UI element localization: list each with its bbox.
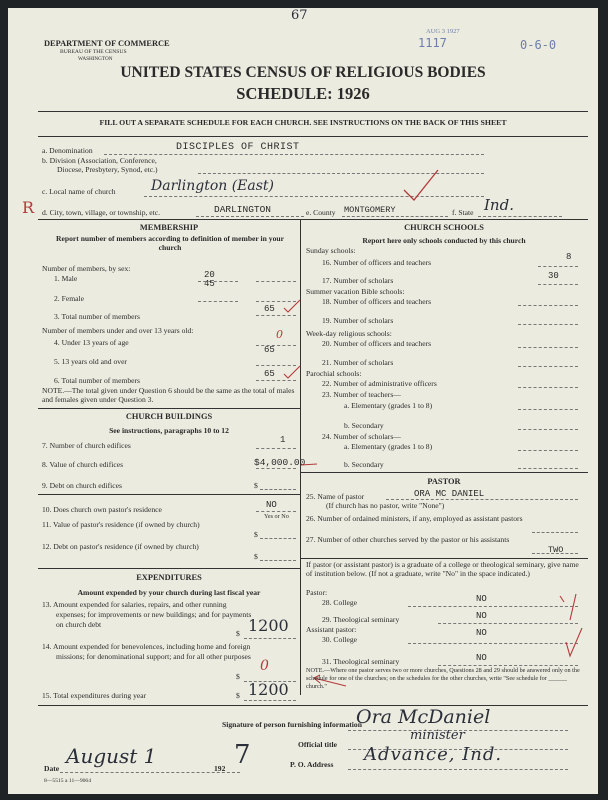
q15-label: 15. Total expenditures during year <box>42 691 147 700</box>
date-label: Date <box>44 764 60 773</box>
city-label: WASHINGTON <box>78 56 113 62</box>
q3-label: 3. Total number of members <box>54 312 141 321</box>
official-title-value: minister <box>410 728 465 743</box>
fill-line <box>518 409 578 410</box>
q26-label: 26. Number of ordained ministers, if any, employed as assistant pastors <box>306 514 523 523</box>
fill-line <box>244 700 296 701</box>
assistant-sublabel: Assistant pastor: <box>306 625 357 634</box>
q28-value: NO <box>476 594 487 604</box>
address-value: Advance, Ind. <box>364 744 503 765</box>
fill-line <box>198 301 238 302</box>
rule <box>300 472 588 473</box>
buildings-heading: CHURCH BUILDINGS <box>125 412 213 421</box>
rule <box>38 705 588 706</box>
q13-value: 1200 <box>248 616 289 635</box>
date-value: August 1 <box>66 744 157 768</box>
q14-label: 14. Amount expended for benevolences, including home and foreign missions; for denominational support; and for all other purposes <box>42 642 251 661</box>
dollar-sign: $ <box>254 481 258 490</box>
check-mark-icon <box>282 298 302 314</box>
expenditures-heading: EXPENDITURES <box>136 573 202 582</box>
q24a-label: a. Elementary (grades 1 to 8) <box>344 442 433 451</box>
q5-label: 5. 13 years old and over <box>54 357 127 366</box>
fill-line <box>532 532 578 533</box>
membership-note: NOTE.—The total given under Question 6 should be the same as the total of males and females given under Question 3. <box>42 386 295 404</box>
q24-label: 24. Number of scholars— <box>322 432 401 441</box>
county-label: e. County <box>306 208 336 217</box>
rule <box>38 568 300 569</box>
dollar-sign: $ <box>236 672 240 681</box>
q5-value: 65 <box>264 345 275 355</box>
fill-line <box>342 216 448 217</box>
q1-value: 20 <box>204 270 215 280</box>
city-label-d: d. City, town, village, or township, etc. <box>42 208 161 217</box>
q17-label: 17. Number of scholars <box>322 276 394 285</box>
q9-label: 9. Debt on church edifices <box>42 481 122 490</box>
pastor-sublabel: Pastor: <box>306 588 328 597</box>
q13-label: 13. Amount expended for salaries, repairs, and other running expenses; for improvements or new buildings; and for payments on church debt <box>42 600 252 629</box>
fill-line <box>256 380 296 381</box>
fill-line <box>256 468 296 469</box>
fill-line <box>518 324 578 325</box>
fill-line <box>438 665 578 666</box>
official-title-label: Official title <box>298 740 338 749</box>
q23b-label: b. Secondary <box>344 421 384 430</box>
q31-label: 31. Theological seminary <box>322 657 400 666</box>
sunday-label: Sunday schools: <box>306 246 356 255</box>
q23a-label: a. Elementary (grades 1 to 8) <box>344 401 433 410</box>
by-sex-label: Number of members, by sex: <box>42 264 131 273</box>
fill-line <box>408 643 578 644</box>
schedule-title: SCHEDULE: 1926 <box>236 84 370 103</box>
id-stamp: 1117 <box>418 36 447 50</box>
weekday-label: Week-day religious schools: <box>306 329 392 338</box>
q16-value: 8 <box>566 252 572 262</box>
q2-label: 2. Female <box>54 294 84 303</box>
q7-label: 7. Number of church edifices <box>42 441 131 450</box>
buildings-subheading: See instructions, paragraphs 10 to 12 <box>109 426 229 435</box>
q30-label: 30. College <box>322 635 358 644</box>
q25-note: (If church has no pastor, write "None") <box>326 501 445 510</box>
fill-line <box>538 266 578 267</box>
q21-label: 21. Number of scholars <box>322 358 394 367</box>
graduate-note: If pastor (or assistant pastor) is a graduate of a college or theological seminary, give name of institution below. (If not a graduate, write "No" in the space indicated.) <box>306 560 579 578</box>
q25-label: 25. Name of pastor <box>306 492 365 501</box>
city-value: DARLINGTON <box>214 204 272 215</box>
fill-line <box>518 305 578 306</box>
q11-label: 11. Value of pastor's residence (if owned by church) <box>42 520 200 529</box>
instruction-banner: FILL OUT A SEPARATE SCHEDULE FOR EACH CHURCH. SEE INSTRUCTIONS ON THE BACK OF THIS SHEET <box>99 118 507 127</box>
dollar-sign: $ <box>236 629 240 638</box>
fill-line <box>256 448 296 449</box>
q2-value: 45 <box>204 279 215 289</box>
q10-label: 10. Does church own pastor's residence <box>42 505 162 514</box>
fill-line <box>256 315 296 316</box>
fill-line <box>532 553 578 554</box>
denomination-label: a. Denomination <box>42 146 93 155</box>
q7-value: 1 <box>280 435 286 445</box>
rule <box>38 136 588 137</box>
fill-line <box>348 769 568 770</box>
q29-label: 29. Theological seminary <box>322 615 400 624</box>
pastor-heading: PASTOR <box>427 477 461 486</box>
q8-label: 8. Value of church edifices <box>42 460 124 469</box>
dollar-sign: $ <box>236 691 240 700</box>
q14-value: 0 <box>260 658 269 674</box>
membership-heading: MEMBERSHIP <box>139 223 199 232</box>
fill-line <box>256 345 296 346</box>
q4-label: 4. Under 13 years of age <box>54 338 129 347</box>
stamp-number: 67 <box>291 8 308 23</box>
county-value: MONTGOMERY <box>344 205 396 215</box>
q27-value: TWO <box>548 545 564 555</box>
fill-line <box>260 538 296 539</box>
q29-value: NO <box>476 611 487 621</box>
schools-subheading: Report here only schools conducted by this church <box>362 236 526 245</box>
fill-line <box>518 347 578 348</box>
margin-r-mark: R <box>22 198 35 217</box>
q4-value: 0 <box>276 328 283 341</box>
fill-line <box>518 450 578 451</box>
age-label: Number of members under and over 13 years old: <box>42 326 194 335</box>
state-label: f. State <box>452 208 474 217</box>
rule <box>38 111 588 112</box>
rule <box>38 219 588 220</box>
membership-subheading: Report number of members according to definition of member in your church <box>56 234 284 252</box>
q12-label: 12. Debt on pastor's residence (if owned by church) <box>42 542 199 551</box>
q6-value: 65 <box>264 369 275 379</box>
q28-label: 28. College <box>322 598 358 607</box>
department-label: DEPARTMENT OF COMMERCE <box>44 39 170 48</box>
date-stamp: AUG 3 1927 <box>426 28 460 35</box>
q6-label: 6. Total number of members <box>54 376 141 385</box>
address-label: P. O. Address <box>290 760 334 769</box>
expenditures-subheading: Amount expended by your church during last fiscal year <box>77 588 261 597</box>
dollar-sign: $ <box>254 552 258 561</box>
year-value: 7 <box>234 740 251 770</box>
q22-label: 22. Number of administrative officers <box>322 379 437 388</box>
fill-line <box>104 154 484 155</box>
q17-value: 30 <box>548 271 559 281</box>
q25-value: ORA MC DANIEL <box>414 489 485 499</box>
yes-or-no-hint: Yes or No <box>264 513 289 520</box>
q30-value: NO <box>476 628 487 638</box>
form-title: UNITED STATES CENSUS OF RELIGIOUS BODIES <box>120 64 486 81</box>
rule <box>300 558 588 559</box>
pastor-note: NOTE.—Where one pastor serves two or more churches, Questions 28 and 29 should be answered only on the schedule for one of the churches; on the schedules for the other churches, write "See schedule for ______ church." <box>306 667 580 690</box>
rule <box>38 408 300 409</box>
check-mark-icon <box>282 364 302 380</box>
q8-value: $4,000.00 <box>254 457 306 468</box>
q10-value: NO <box>266 500 277 510</box>
q23-label: 23. Number of teachers— <box>322 390 401 399</box>
q15-value: 1200 <box>248 680 289 699</box>
q1-label: 1. Male <box>54 274 78 283</box>
rule <box>38 494 300 495</box>
fill-line <box>260 560 296 561</box>
fill-line <box>518 366 578 367</box>
local-name-label: c. Local name of church <box>42 187 116 196</box>
form-number: 8—5515 a 11—9064 <box>44 778 92 784</box>
fill-line <box>256 281 296 282</box>
local-name-value: Darlington (East) <box>151 178 275 194</box>
fill-line <box>244 638 296 639</box>
q3-value: 65 <box>264 304 275 314</box>
fill-line <box>386 499 578 500</box>
signature-label: Signature of person furnishing information <box>222 720 362 729</box>
year-prefix: 192 <box>214 764 226 773</box>
q31-value: NO <box>476 653 487 663</box>
fill-line <box>478 216 562 217</box>
fill-line <box>196 216 304 217</box>
fill-line <box>408 606 578 607</box>
dollar-sign: $ <box>254 530 258 539</box>
fill-line <box>518 429 578 430</box>
bureau-label: BUREAU OF THE CENSUS <box>60 49 127 55</box>
parochial-label: Parochial schools: <box>306 369 362 378</box>
fill-line <box>518 468 578 469</box>
fill-line <box>260 489 296 490</box>
division-label: b. Division (Association, Conference, <box>42 156 157 165</box>
fill-line <box>60 772 240 773</box>
q19-label: 19. Number of scholars <box>322 316 394 325</box>
division-label-2: Diocese, Presbytery, Synod, etc.) <box>57 165 158 174</box>
q27-label: 27. Number of other churches served by the pastor or his assistants <box>306 535 510 544</box>
fill-line <box>518 387 578 388</box>
q16-label: 16. Number of officers and teachers <box>322 258 432 267</box>
schools-heading: CHURCH SCHOOLS <box>404 223 484 232</box>
check-mark-icon <box>300 460 318 470</box>
fill-line <box>256 511 296 512</box>
q18-label: 18. Number of officers and teachers <box>322 297 432 306</box>
signature-value: Ora McDaniel <box>356 706 491 728</box>
q24b-label: b. Secondary <box>344 460 384 469</box>
check-mark-icon <box>402 168 442 204</box>
margin-mark-icon <box>556 592 586 662</box>
summer-label: Summer vacation Bible schools: <box>306 287 405 296</box>
code-stamp: 0-6-0 <box>520 38 557 52</box>
fill-line <box>538 284 578 285</box>
q20-label: 20. Number of officers and teachers <box>322 339 432 348</box>
denomination-value: DISCIPLES OF CHRIST <box>176 142 300 153</box>
state-value: Ind. <box>484 196 514 214</box>
census-schedule-form <box>8 8 598 794</box>
